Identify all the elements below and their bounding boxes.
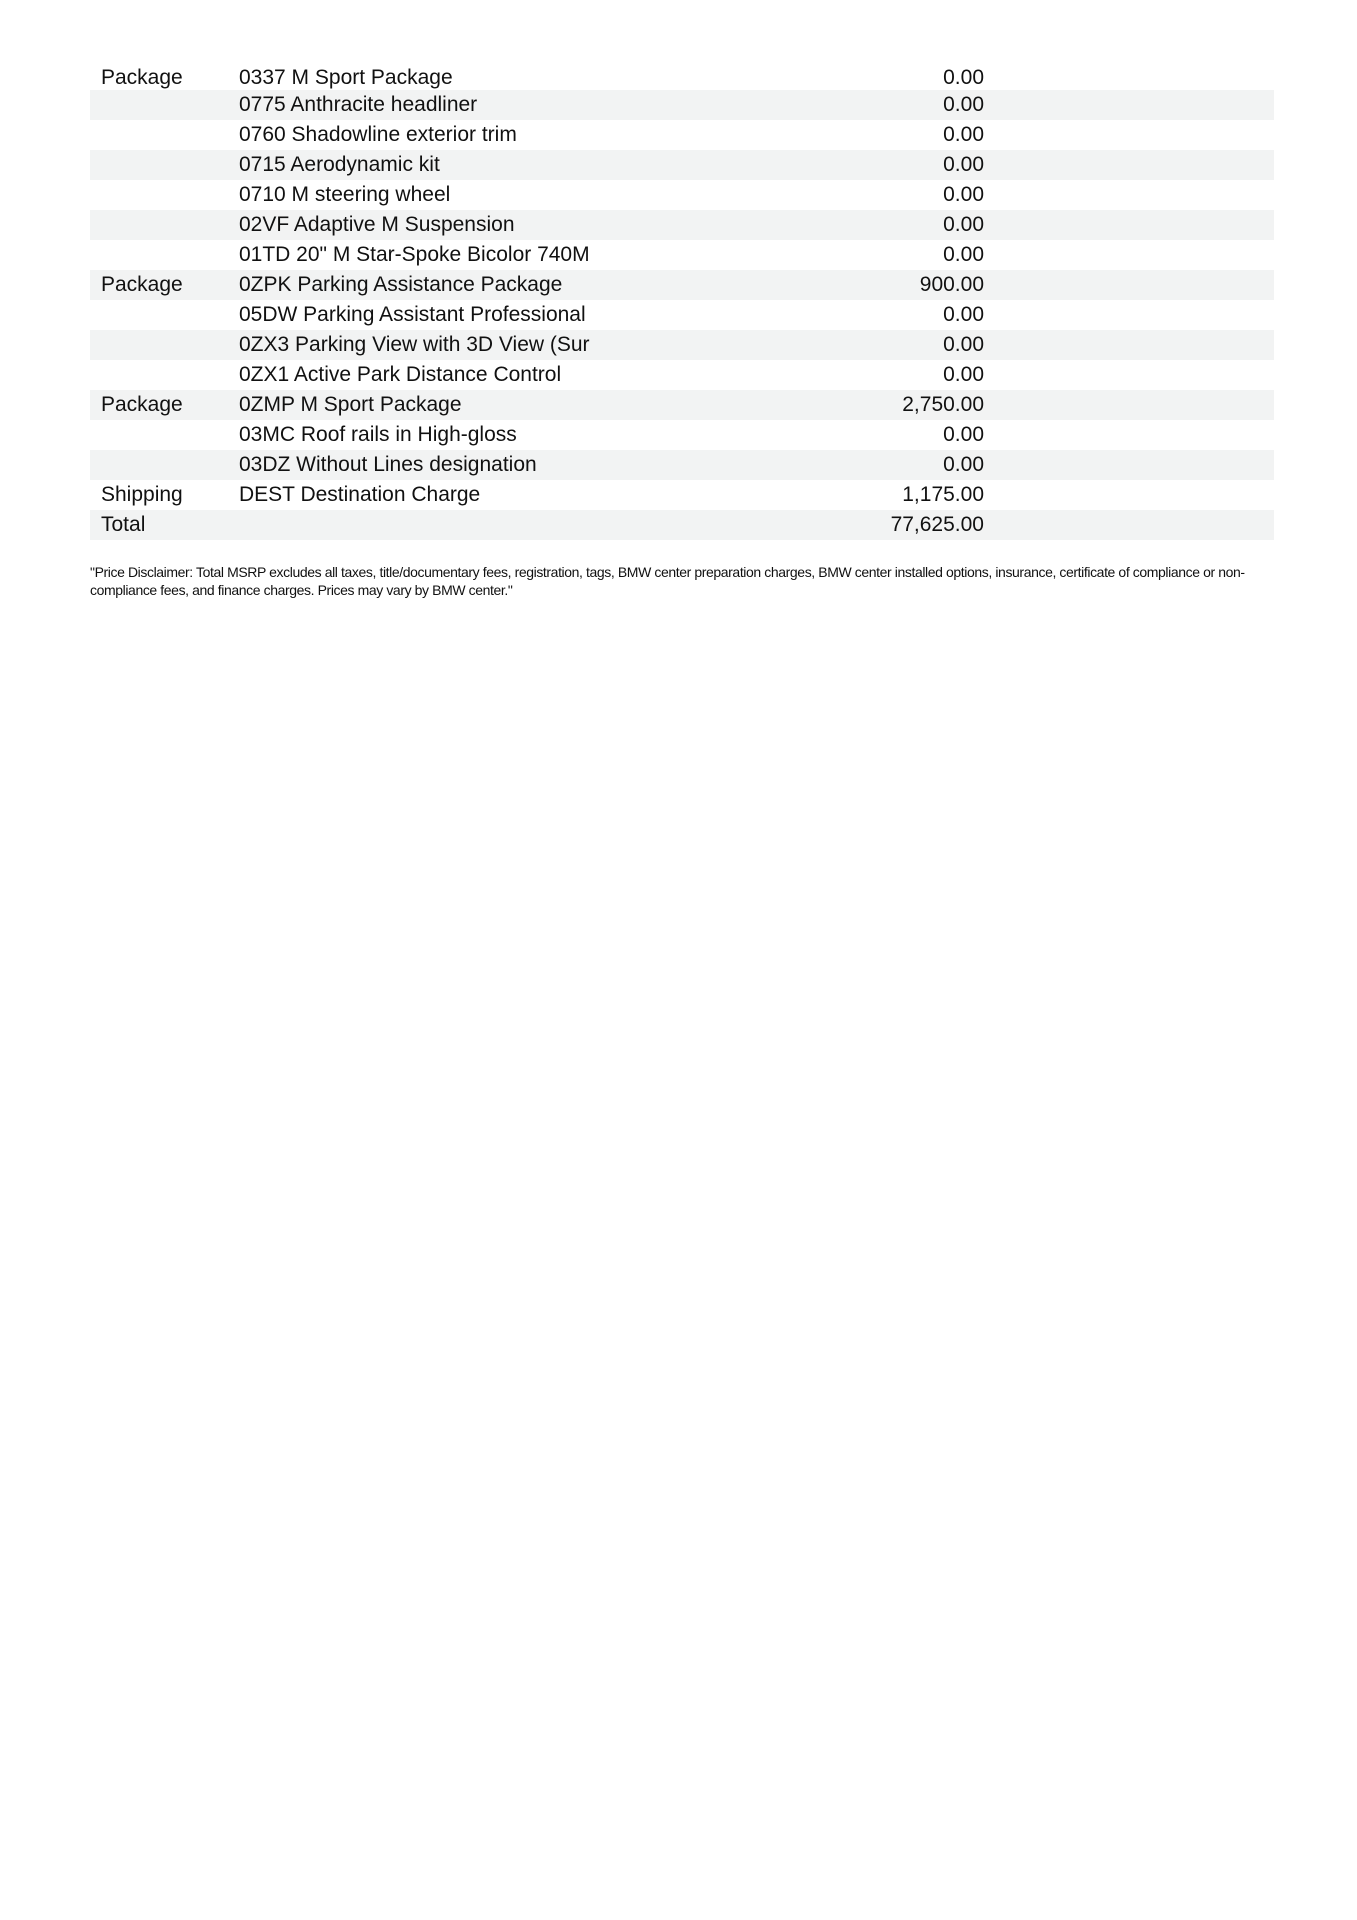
row-price: 0.00: [943, 453, 984, 476]
price-table: [90, 64, 1274, 540]
row-category: Shipping: [101, 483, 183, 506]
row-description: 0710 M steering wheel: [239, 183, 451, 206]
row-description: 0ZPK Parking Assistance Package: [239, 273, 563, 296]
table-row: [90, 330, 1274, 360]
row-description: 0337 M Sport Package: [239, 66, 453, 89]
row-price: 0.00: [943, 213, 984, 236]
row-price: 0.00: [943, 183, 984, 206]
row-price: 0.00: [943, 363, 984, 386]
row-price: 0.00: [943, 423, 984, 446]
row-price: 0.00: [943, 66, 984, 89]
row-description: 0ZX3 Parking View with 3D View (Sur: [239, 333, 590, 356]
row-description: 05DW Parking Assistant Professional: [239, 303, 586, 326]
row-category: Package: [101, 273, 183, 296]
table-row: [90, 270, 1274, 300]
row-description: DEST Destination Charge: [239, 483, 481, 506]
row-description: 0775 Anthracite headliner: [239, 93, 478, 116]
row-description: 0715 Aerodynamic kit: [239, 153, 440, 176]
row-price: 1,175.00: [902, 483, 984, 506]
row-price: 0.00: [943, 123, 984, 146]
table-row: [90, 90, 1274, 120]
table-row: [90, 180, 1274, 210]
row-category: Package: [101, 393, 183, 416]
table-row: [90, 420, 1274, 450]
total-label: Total: [101, 513, 146, 536]
total-row: [90, 510, 1274, 540]
table-row: [90, 390, 1274, 420]
row-price: 2,750.00: [902, 393, 984, 416]
row-price: 0.00: [943, 303, 984, 326]
row-price: 0.00: [943, 93, 984, 116]
row-description: 01TD 20" M Star-Spoke Bicolor 740M: [239, 243, 590, 266]
table-row: [90, 450, 1274, 480]
row-price: 0.00: [943, 153, 984, 176]
row-price: 0.00: [943, 333, 984, 356]
table-row: [90, 64, 1274, 90]
price-disclaimer: "Price Disclaimer: Total MSRP excludes all taxes, title/documentary fees, registration, tags, BMW center preparation charges, BMW center installed options, insurance, certificate of compliance or non-compliance fees, and finance charges. Prices may vary by BMW center.": [90, 564, 1245, 598]
table-row: [90, 210, 1274, 240]
table-row: [90, 360, 1274, 390]
total-price: 77,625.00: [890, 513, 984, 536]
row-description: 03MC Roof rails in High-gloss: [239, 423, 517, 446]
row-description: 02VF Adaptive M Suspension: [239, 213, 515, 236]
row-price: 900.00: [919, 273, 984, 296]
row-description: 0ZMP M Sport Package: [239, 393, 462, 416]
table-row: [90, 480, 1274, 510]
row-description: 0ZX1 Active Park Distance Control: [239, 363, 562, 386]
table-row: [90, 240, 1274, 270]
row-category: Package: [101, 66, 183, 89]
row-description: 03DZ Without Lines designation: [239, 453, 537, 476]
table-row: [90, 300, 1274, 330]
row-description: 0760 Shadowline exterior trim: [239, 123, 517, 146]
table-row: [90, 150, 1274, 180]
table-row: [90, 120, 1274, 150]
row-price: 0.00: [943, 243, 984, 266]
